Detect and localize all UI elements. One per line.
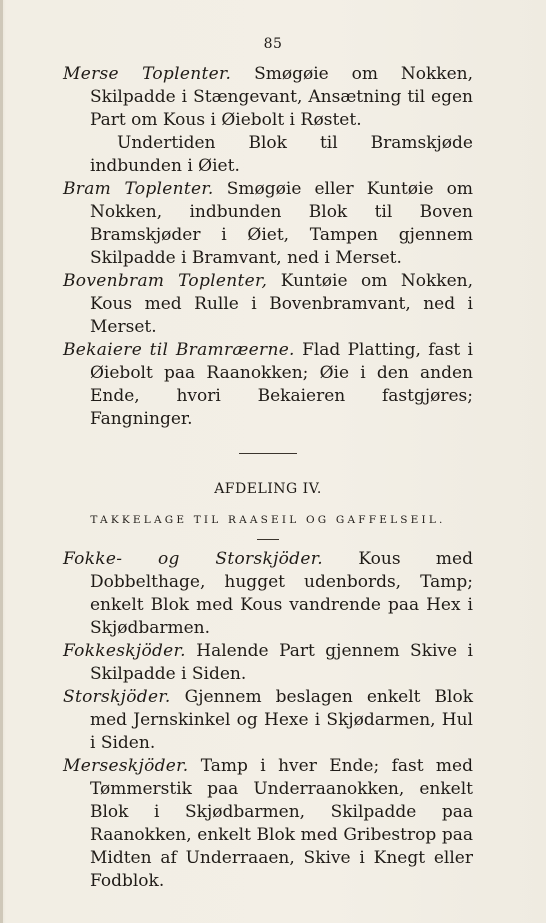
entry-term: Fokke- og Storskjöder. xyxy=(63,549,323,569)
entry-text: Kuntøie om Nokken, Kous med Rulle i Bovenbramvant, ned i Merset. xyxy=(90,271,473,337)
entry-text: Halende Part gjennem Skive i Skilpadde i Siden. xyxy=(90,641,473,684)
entry-term: Merse Toplenter. xyxy=(63,64,232,84)
section-title: AFDELING IV. xyxy=(214,481,322,497)
entry-term: Bovenbram Toplenter, xyxy=(63,271,268,291)
page-binding-edge xyxy=(0,0,3,923)
entry-text: Kous med Dobbelthage, hugget udenbords, Tamp; enkelt Blok med Kous vandrende paa Hex i Skjødbarmen. xyxy=(90,549,473,638)
entry-fokke-og-storskjoder xyxy=(63,548,473,640)
entry-fokkeskjoder xyxy=(63,640,473,686)
section-subtitle: TAKKELAGE TIL RAASEIL OG GAFFELSEIL. xyxy=(90,514,446,526)
entry-merseskjoder xyxy=(63,755,473,893)
entry-bovenbram-toplenter xyxy=(63,270,473,339)
entry-note-text: Undertiden Blok til Bramskjøde indbunden i Øiet. xyxy=(90,133,473,176)
entry-storskjoder xyxy=(63,686,473,755)
entry-text: Flad Platting, fast i Øiebolt paa Raanokken; Øie i den anden Ende, hvori Bekaieren fastgjøres; Fangninger. xyxy=(90,340,473,429)
section-divider xyxy=(239,453,297,454)
entry-note xyxy=(63,132,473,178)
entry-text: Tamp i hver Ende; fast med Tømmerstik paa Underraanokken, enkelt Blok i Skjødbarmen, Skilpadde paa Raanokken, enkelt Blok med Gribestrop paa Midten af Underraaen, Skive i Knegt eller Fodblok. xyxy=(90,756,473,891)
entry-term: Merseskjöder. xyxy=(63,756,189,776)
entry-bram-toplenter xyxy=(63,178,473,270)
entry-text: Gjennem beslagen enkelt Blok med Jernskinkel og Hexe i Skjødarmen, Hul i Siden. xyxy=(90,687,473,753)
page-body xyxy=(63,63,473,893)
subtitle-divider xyxy=(257,539,279,540)
entry-term: Bekaiere til Bramræerne. xyxy=(63,340,295,360)
entry-term: Storskjöder. xyxy=(63,687,171,707)
entry-term: Bram Toplenter. xyxy=(63,179,214,199)
page-number: 85 xyxy=(263,36,283,52)
entry-merse-toplenter xyxy=(63,63,473,132)
entry-text: Smøgøie eller Kuntøie om Nokken, indbunden Blok til Boven Bramskjøder i Øiet, Tampen gjennem Skilpadde i Bramvant, ned i Merset. xyxy=(90,179,473,268)
entry-bekaiere xyxy=(63,339,473,431)
entry-text: Smøgøie om Nokken, Skilpadde i Stængevant, Ansætning til egen Part om Kous i Øiebolt i Røstet. xyxy=(90,64,473,130)
entry-term: Fokkeskjöder. xyxy=(63,641,186,661)
